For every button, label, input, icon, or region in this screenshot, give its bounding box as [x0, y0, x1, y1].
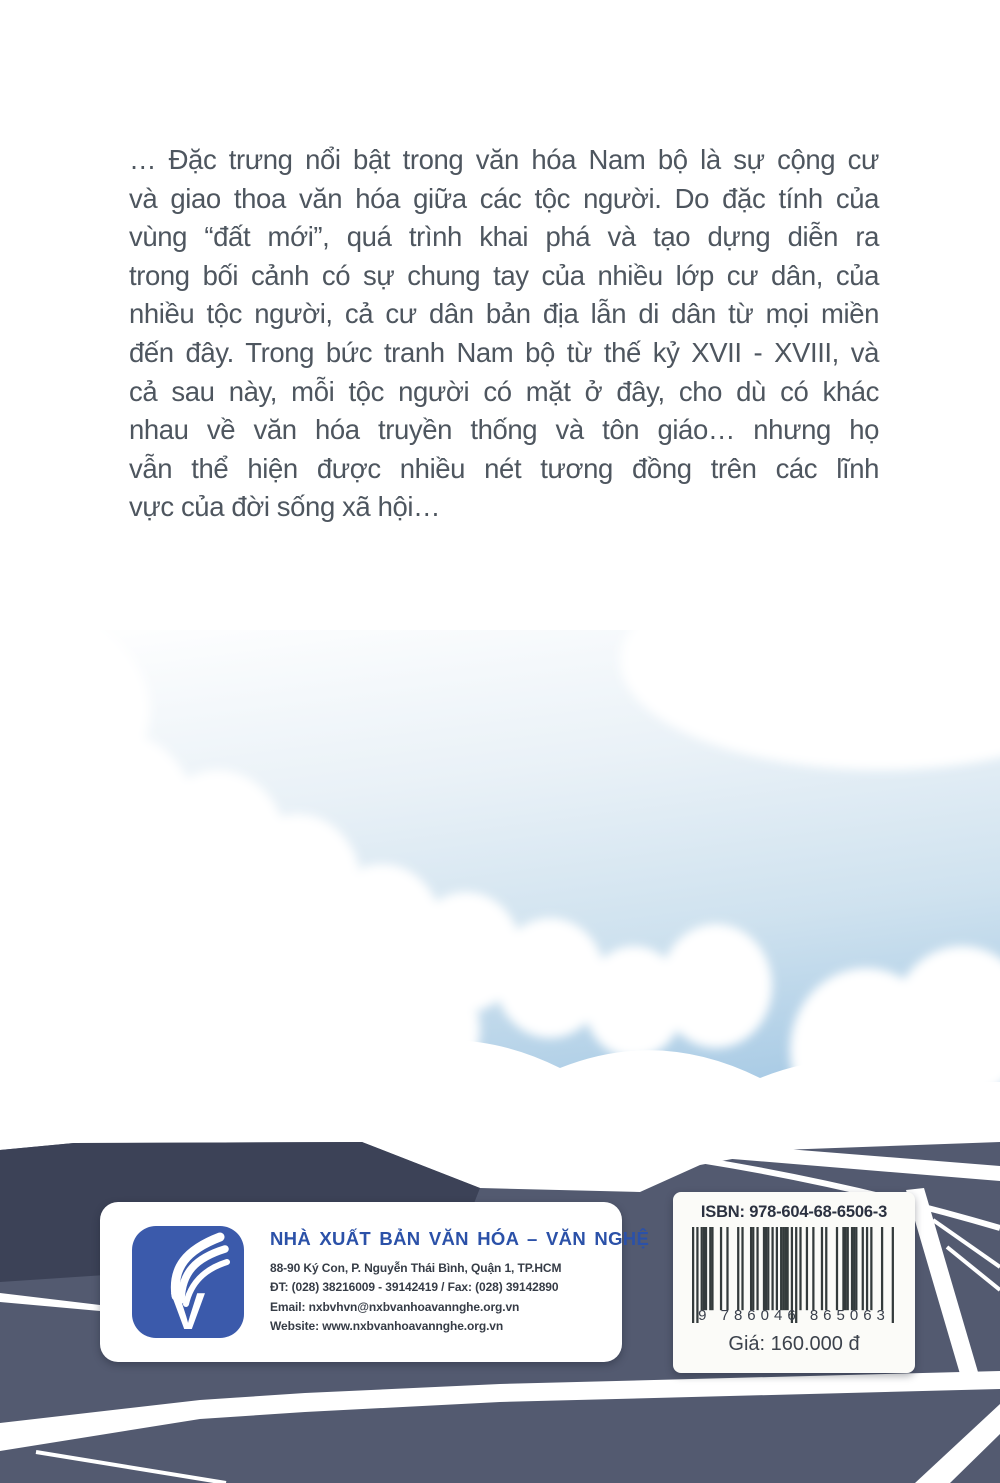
publisher-website: Website: www.nxbvanhoavannghe.org.vn — [270, 1319, 504, 1333]
publisher-address: 88-90 Ký Con, P. Nguyễn Thái Bình, Quận 1, TP.HCM — [270, 1260, 562, 1275]
isbn-barcode-digits: 9 786046 865063 — [698, 1307, 890, 1324]
isbn-price-box — [673, 1192, 915, 1373]
isbn-number: ISBN: 978-604-68-6506-3 — [700, 1203, 888, 1221]
quote-line: vực của đời sống xã hội… — [129, 491, 441, 523]
publisher-name: NHÀ XUẤT BẢN VĂN HÓA – VĂN NGHỆ — [270, 1227, 650, 1249]
quote-line: đến đây. Trong bức tranh Nam bộ từ thế kỷ XVII - XVIII, và — [129, 336, 879, 368]
quote-line: và giao thoa văn hóa giữa các tộc người. Do đặc tính của — [129, 182, 879, 214]
price-label: Giá: 160.000 đ — [728, 1333, 860, 1355]
publisher-email: Email: nxbvhvn@nxbvanhoavannghe.org.vn — [270, 1299, 520, 1314]
quote-line: … Đặc trưng nổi bật trong văn hóa Nam bộ là sự cộng cư — [129, 144, 879, 175]
clouds-art — [0, 630, 1000, 1150]
publisher-logo — [130, 1224, 246, 1340]
quote-line: cả sau này, mỗi tộc người có mặt ở đây, cho dù có khác — [129, 375, 879, 407]
quote-line: vẫn thể hiện được nhiều nét tương đồng trên các lĩnh — [129, 452, 879, 484]
back-cover-blurb — [129, 141, 879, 527]
publisher-logo-letter: V — [170, 1283, 206, 1340]
quote-line: nhau về văn hóa truyền thống và tôn giáo… nhưng họ — [129, 414, 879, 446]
publisher-info-box — [100, 1202, 650, 1362]
quote-line: nhiều tộc người, cả cư dân bản địa lẫn di dân từ mọi miền — [129, 298, 879, 330]
quote-line: vùng “đất mới”, quá trình khai phá và tạo dựng diễn ra — [129, 221, 879, 253]
quote-line: trong bối cảnh có sự chung tay của nhiều lớp cư dân, của — [129, 259, 879, 291]
publisher-phone-fax: ĐT: (028) 38216009 - 39142419 / Fax: (028) 39142890 — [270, 1280, 559, 1294]
